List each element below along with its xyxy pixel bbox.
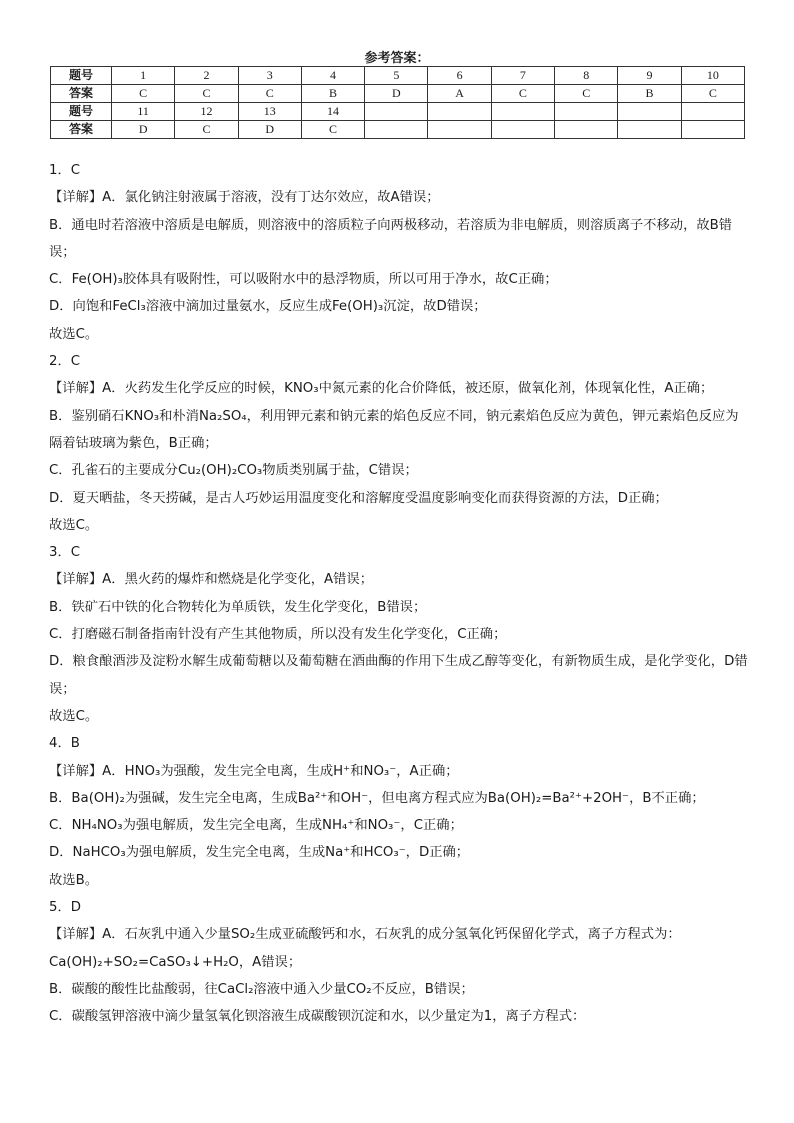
answer-cell: C <box>301 121 364 139</box>
answer-row-numbers-2 <box>51 103 745 121</box>
explanation-line: D．夏天晒盐，冬天捞碱，是古人巧妙运用温度变化和溶解度受温度影响变化而获得资源的方法，D正确； <box>49 490 668 506</box>
conclusion-line: 故选C。 <box>49 517 99 533</box>
question-heading: 2．C <box>49 354 81 370</box>
answer-cell <box>555 121 618 139</box>
answer-cell: D <box>112 121 175 139</box>
answer-cell: B <box>301 85 364 103</box>
question-number: 11 <box>112 103 175 121</box>
question-number <box>365 103 428 121</box>
question-number: 3 <box>238 67 301 85</box>
explanation-line: C．打磨磁石制备指南针没有产生其他物质，所以没有发生化学变化，C正确； <box>49 627 507 643</box>
question-number: 2 <box>175 67 238 85</box>
explanation-line: D．粮食酿酒涉及淀粉水解生成葡萄糖以及葡萄糖在酒曲酶的作用下生成乙醇等变化，有新物质生成，是化学变化，D错误； <box>49 654 748 697</box>
answer-row-answers-2 <box>51 121 745 139</box>
question-heading: 5．D <box>49 900 81 916</box>
explanations <box>49 157 749 1031</box>
answer-cell <box>681 121 744 139</box>
question-number: 8 <box>555 67 618 85</box>
answer-cell <box>365 121 428 139</box>
question-number: 4 <box>301 67 364 85</box>
answer-cell: C <box>681 85 744 103</box>
answer-cell <box>428 121 491 139</box>
answer-cell: C <box>555 85 618 103</box>
header-label: 题号 <box>51 67 112 85</box>
explanation-line: 【详解】A．HNO₃为强酸，发生完全电离，生成H⁺和NO₃⁻，A正确； <box>49 763 459 779</box>
explanation-line: C．NH₄NO₃为强电解质，发生完全电离，生成NH₄⁺和NO₃⁻，C正确； <box>49 818 463 834</box>
answer-cell: A <box>428 85 491 103</box>
question-number: 6 <box>428 67 491 85</box>
answer-cell: C <box>175 121 238 139</box>
explanation-line: 【详解】A．氯化钠注射液属于溶液，没有丁达尔效应，故A错误； <box>49 190 440 206</box>
explanation-line: B．碳酸的酸性比盐酸弱，往CaCl₂溶液中通入少量CO₂不反应，B错误； <box>49 981 474 997</box>
question-heading: 4．B <box>49 736 80 752</box>
question-number: 10 <box>681 67 744 85</box>
question-heading: 3．C <box>49 545 81 561</box>
conclusion-line: 故选C。 <box>49 708 99 724</box>
answer-cell <box>618 121 681 139</box>
answer-key-table <box>50 66 745 139</box>
answer-cell: C <box>238 85 301 103</box>
header-label: 题号 <box>51 103 112 121</box>
explanation-line: 【详解】A．石灰乳中通入少量SO₂生成亚硫酸钙和水，石灰乳的成分氢氧化钙保留化学式，离子方程式为： <box>49 927 681 943</box>
explanation-line: 【详解】A．黑火药的爆炸和燃烧是化学变化，A错误； <box>49 572 374 588</box>
answer-cell: C <box>112 85 175 103</box>
answer-key-title: 参考答案： <box>364 51 430 66</box>
question-number: 13 <box>238 103 301 121</box>
question-number <box>428 103 491 121</box>
explanation-line: C．碳酸氢钾溶液中滴少量氢氧化钡溶液生成碳酸钡沉淀和水，以少量定为1，离子方程式： <box>49 1009 586 1025</box>
question-number <box>618 103 681 121</box>
answer-row-numbers-1 <box>51 67 745 85</box>
explanation-line: D．NaHCO₃为强电解质，发生完全电离，生成Na⁺和HCO₃⁻，D正确； <box>49 845 470 861</box>
question-number: 14 <box>301 103 364 121</box>
explanation-line: C．Fe(OH)₃胶体具有吸附性，可以吸附水中的悬浮物质，所以可用于净水，故C正确； <box>49 272 558 288</box>
question-number: 9 <box>618 67 681 85</box>
answer-cell <box>491 121 554 139</box>
equation-line: Ca(OH)₂+SO₂=CaSO₃↓+H₂O，A错误； <box>49 954 302 970</box>
explanation-line: B．Ba(OH)₂为强碱，发生完全电离，生成Ba²⁺和OH⁻，但电离方程式应为Ba(OH)₂=Ba²⁺+2OH⁻，B不正确； <box>49 790 705 806</box>
question-heading: 1．C <box>49 163 81 178</box>
question-number: 5 <box>365 67 428 85</box>
answer-row-answers-1 <box>51 85 745 103</box>
question-number: 7 <box>491 67 554 85</box>
question-number: 12 <box>175 103 238 121</box>
answer-cell: D <box>238 121 301 139</box>
explanation-line: B．通电时若溶液中溶质是电解质，则溶液中的溶质粒子向两极移动，若溶质为非电解质，则溶质离子不移动，故B错误； <box>49 217 733 260</box>
explanation-line: C．孔雀石的主要成分Cu₂(OH)₂CO₃物质类别属于盐，C错误； <box>49 463 418 479</box>
answer-label: 答案 <box>51 85 112 103</box>
explanation-line: D．向饱和FeCl₃溶液中滴加过量氨水，反应生成Fe(OH)₃沉淀，故D错误； <box>49 299 487 315</box>
question-number <box>681 103 744 121</box>
conclusion-line: 故选B。 <box>49 872 99 888</box>
answer-cell: D <box>365 85 428 103</box>
answer-cell: C <box>491 85 554 103</box>
explanation-line: B．铁矿石中铁的化合物转化为单质铁，发生化学变化，B错误； <box>49 599 427 615</box>
explanation-line: B．鉴别硝石KNO₃和朴消Na₂SO₄，利用钾元素和钠元素的焰色反应不同，钠元素焰色反应为黄色，钾元素焰色反应为隔着钴玻璃为紫色，B正确； <box>49 408 739 451</box>
answer-cell: C <box>175 85 238 103</box>
question-number: 1 <box>112 67 175 85</box>
question-number <box>555 103 618 121</box>
conclusion-line: 故选C。 <box>49 326 99 342</box>
question-number <box>491 103 554 121</box>
answer-label: 答案 <box>51 121 112 139</box>
explanation-line: 【详解】A．火药发生化学反应的时候，KNO₃中氮元素的化合价降低，被还原，做氧化剂，体现氧化性，A正确； <box>49 381 714 397</box>
answer-cell: B <box>618 85 681 103</box>
